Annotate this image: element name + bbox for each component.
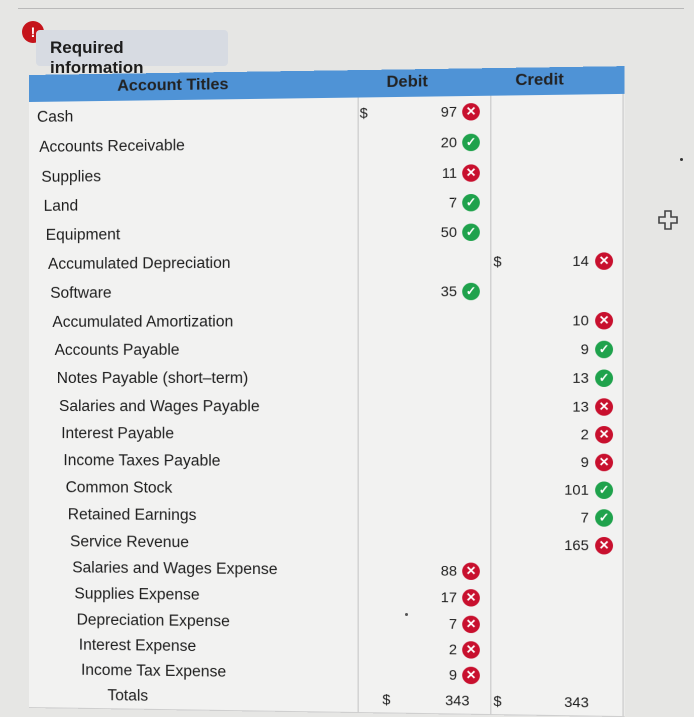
plus-icon[interactable] [656,208,680,232]
credit-amount-input[interactable]: 9 [580,340,589,357]
check-icon: ✓ [462,133,480,151]
right-border-line [623,94,624,716]
debit-amount-input[interactable]: 97 [440,102,457,120]
account-title[interactable]: Retained Earnings [67,506,197,525]
x-icon: ✕ [595,426,613,444]
debit-amount-input[interactable]: 2 [448,640,457,658]
x-icon: ✕ [462,667,480,685]
x-icon: ✕ [462,641,480,659]
x-icon: ✕ [462,103,480,121]
trial-balance-table [29,66,625,709]
account-title[interactable]: Interest Payable [61,425,175,443]
account-title[interactable]: Service Revenue [70,532,190,551]
check-icon: ✓ [462,194,480,212]
x-icon: ✕ [462,164,480,182]
account-title[interactable]: Depreciation Expense [76,611,230,630]
account-title[interactable]: Notes Payable (short–term) [56,369,249,387]
credit-amount-input[interactable]: 14 [572,252,589,270]
section-title[interactable]: Required information [36,30,228,66]
top-divider [18,8,684,9]
x-icon: ✕ [595,311,613,329]
account-title[interactable]: Accounts Payable [54,341,180,359]
credit-column-line [490,96,491,714]
stray-mark [680,158,683,161]
debit-amount-input[interactable]: 35 [440,282,457,300]
debit-column-line [358,98,359,713]
account-title[interactable]: Salaries and Wages Expense [72,558,278,578]
debit-dollar-sign: $ [359,103,368,121]
debit-amount-input[interactable]: 9 [448,666,457,683]
stray-mark [405,613,408,616]
table-row [29,392,625,422]
credit-amount-input[interactable]: 2 [580,425,589,443]
account-title[interactable]: Software [50,284,112,302]
check-icon: ✓ [595,340,613,357]
account-title[interactable]: Salaries and Wages Payable [59,397,260,415]
debit-amount-input[interactable]: 50 [440,223,457,241]
debit-amount-input[interactable]: 7 [448,614,457,632]
credit-amount-input[interactable]: 165 [564,536,589,553]
credit-amount-input[interactable]: 13 [572,369,589,386]
debit-amount-input[interactable]: 7 [448,194,457,211]
x-icon: ✕ [595,454,613,472]
debit-amount-input[interactable]: 20 [440,133,457,150]
credit-amount-input[interactable]: 7 [580,509,589,526]
header-account-titles: Account Titles [117,76,229,95]
credit-amount-input[interactable]: 101 [564,481,589,498]
account-title[interactable]: Accumulated Amortization [52,312,234,331]
table-row [29,447,625,477]
table-row [29,246,625,280]
table-row [29,306,625,337]
x-icon: ✕ [595,252,613,270]
table-row [29,335,625,365]
debit-dollar-sign: $ [382,691,391,708]
table-row [29,276,625,309]
x-icon: ✕ [595,398,613,415]
check-icon: ✓ [595,481,613,499]
x-icon: ✕ [462,589,480,607]
credit-dollar-sign: $ [493,692,502,710]
table-row [29,363,625,393]
header-credit: Credit [515,71,564,90]
account-title[interactable]: Interest Expense [78,636,197,656]
account-title[interactable]: Accounts Receivable [39,136,185,156]
debit-amount-input[interactable]: 343 [445,691,470,709]
check-icon: ✓ [595,509,613,527]
account-title[interactable]: Common Stock [65,479,173,497]
account-title[interactable]: Equipment [45,226,121,244]
x-icon: ✕ [462,562,480,580]
debit-amount-input[interactable]: 88 [440,561,457,579]
alert-icon: ! [22,21,44,43]
table-row [29,420,625,450]
debit-amount-input[interactable]: 11 [441,164,457,181]
check-icon: ✓ [462,224,480,241]
credit-dollar-sign: $ [493,253,502,270]
credit-amount-input[interactable]: 9 [580,453,589,471]
account-title[interactable]: Income Taxes Payable [63,452,221,470]
account-title[interactable]: Supplies Expense [74,584,200,604]
account-title[interactable]: Accumulated Depreciation [47,254,231,273]
credit-amount-input[interactable]: 13 [572,397,589,415]
credit-amount-input[interactable]: 10 [572,311,589,328]
account-title[interactable]: Land [43,197,79,215]
x-icon: ✕ [462,615,480,633]
account-title[interactable]: Income Tax Expense [81,661,227,681]
check-icon: ✓ [595,369,613,386]
x-icon: ✕ [595,536,613,554]
credit-amount-input[interactable]: 343 [564,693,589,711]
header-debit: Debit [386,73,428,92]
account-title[interactable]: Totals [107,687,149,705]
check-icon: ✓ [462,283,480,300]
debit-amount-input[interactable]: 17 [440,588,457,605]
account-title[interactable]: Supplies [41,167,102,186]
account-title[interactable]: Cash [36,107,74,126]
